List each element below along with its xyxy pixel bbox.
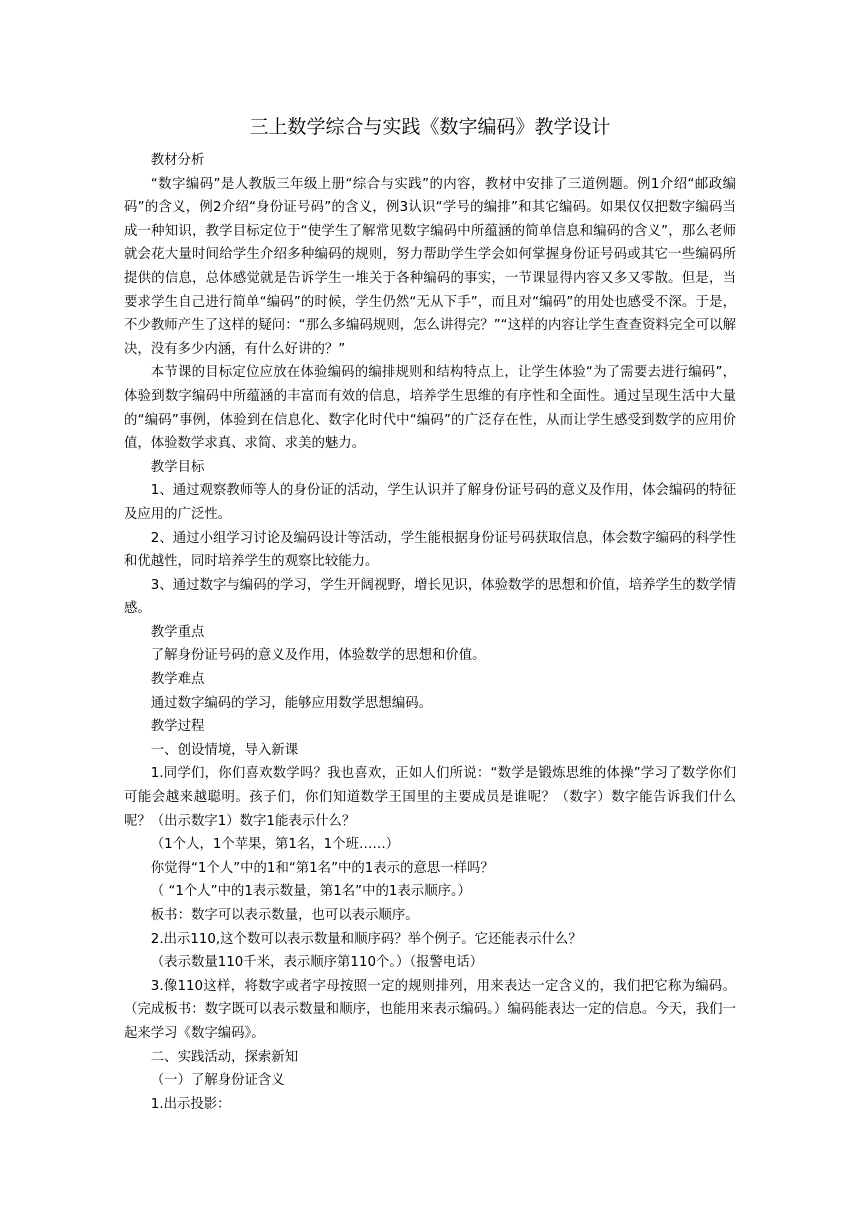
process-step-3: 3.像110这样，将数字或者字母按照一定的规则排列，用来表达一定含义的，我们把它称为编码。（完成板书：数字既可以表示数量和顺序，也能用来表示编码。）编码能表达一定的信息。今天，我们一起来学习《数字编码》。 [124, 978, 736, 1041]
board-note-1: 板书：数字可以表示数量，也可以表示顺序。 [150, 908, 419, 923]
answer-110: （表示数量110千米，表示顺序第110个。）（报警电话） [150, 955, 484, 971]
section-1-heading: 一、创设情境，导入新课 [150, 742, 299, 758]
paragraph-lesson-goal: 本节课的目标定位应放在体验编码的编排规则和结构特点上，让学生体验“为了需要去进行编码”，体验到数字编码中所蕴涵的丰富而有效的信息，培养学生思维的有序性和全面性。通过呈现生活中大量的“编码”事例，体验到在信息化、数字化时代中“编码”的广泛存在性，从而让学生感受到数学的应用价值，体验数学求真、求简、求美的魅力。 [124, 365, 736, 452]
objective-2: 2、通过小组学习讨论及编码设计等活动，学生能根据身份证号码获取信息，体会数字编码的科学性和优越性，同时培养学生的观察比较能力。 [124, 530, 736, 570]
show-projection: 1.出示投影： [150, 1096, 231, 1112]
document-title: 三上数学综合与实践《数字编码》教学设计 [249, 116, 611, 138]
document-body [124, 149, 736, 1116]
objective-1: 1、通过观察教师等人的身份证的活动，学生认识并了解身份证号码的意义及作用，体会编码的特征及应用的广泛性。 [124, 483, 736, 522]
process-step-2: 2.出示110,这个数可以表示数量和顺序码？举个例子。它还能表示什么？ [150, 931, 582, 947]
heading-difficulties: 教学难点 [150, 672, 205, 688]
difficulties-text: 通过数字编码的学习，能够应用数学思想编码。 [150, 695, 432, 711]
section-2-heading: 二、实践活动，探索新知 [150, 1049, 299, 1065]
objective-3: 3、通过数字与编码的学习，学生开阔视野，增长见识，体验数学的思想和价值，培养学生的数学情感。 [124, 577, 736, 617]
heading-teaching-process: 教学过程 [150, 719, 205, 735]
key-points-text: 了解身份证号码的意义及作用，体验数学的思想和价值。 [150, 648, 486, 664]
paragraph-textbook-analysis: “数字编码”是人教版三年级上册“综合与实践”的内容，教材中安排了三道例题。例1介绍“邮政编码”的含义，例2介绍“身份证号码”的含义，例3认识“学号的编排”和其它编码。如果仅仅把数字编码当成一种知识，教学目标定位于“使学生了解常见数字编码中所蕴涵的简单信息和编码的含义”，那么老师就会花大量时间给学生介绍多种编码的规则，努力帮助学生学会如何掌握身份证号码或其它一些编码所提供的信息，总体感觉就是告诉学生一堆关于各种编码的事实，一节课显得内容又多又零散。但是，当要求学生自己进行简单“编码”的时候，学生仍然“无从下手”，而且对“编码”的用处也感受不深。于是，不少教师产生了这样的疑问：“那么多编码规则，怎么讲得完？”“这样的内容让学生查查资料完全可以解决，没有多少内涵，有什么好讲的？” [124, 176, 736, 357]
answer-examples: （1个人，1个苹果，第1名，1个班……） [150, 837, 400, 853]
question-meaning: 你觉得“1个人”中的1和“第1名”中的1表示的意思一样吗？ [150, 860, 494, 876]
subsection-1-heading: （一）了解身份证含义 [150, 1073, 285, 1089]
heading-textbook-analysis: 教材分析 [150, 153, 205, 168]
heading-teaching-objectives: 教学目标 [150, 459, 205, 475]
process-step-1: 1.同学们，你们喜欢数学吗？我也喜欢，正如人们所说：“数学是锻炼思维的体操”学习了数学你们可能会越来越聪明。孩子们，你们知道数学王国里的主要成员是谁呢？（数字）数字能告诉我们什么呢？（出示数字1）数字1能表示什么？ [124, 766, 736, 829]
answer-meaning: （ “1个人”中的1表示数量，第1名”中的1表示顺序。） [150, 884, 472, 900]
heading-key-points: 教学重点 [150, 624, 205, 640]
